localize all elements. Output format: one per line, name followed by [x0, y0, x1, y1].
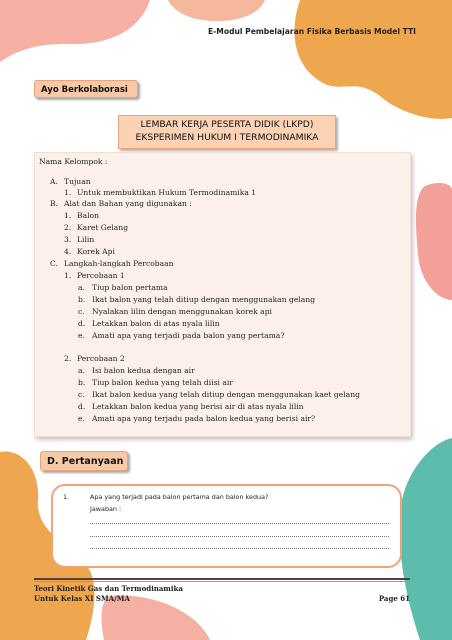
worksheet-card [34, 152, 411, 437]
step-letter: c. [78, 390, 85, 399]
answer-line-3[interactable] [90, 548, 389, 549]
list-number: 2. [64, 354, 72, 363]
answer-label: Jawaban : [90, 505, 122, 513]
step-letter: e. [78, 414, 85, 423]
module-header-title: E-Modul Pembelajaran Fisika Berbasis Model TTI [207, 27, 416, 36]
list-number: 1. [64, 211, 72, 220]
section-b-letter: B. [50, 199, 58, 208]
worksheet-title-line2: EKSPERIMEN HUKUM I TERMODINAMIKA [135, 131, 319, 143]
material-item: Lilin [77, 235, 95, 244]
section-label-collaboration: Ayo Berkolaborasi [34, 80, 138, 98]
section-c-letter: C. [50, 259, 58, 268]
experiment-1-step: Tiup balon pertama [92, 283, 168, 292]
list-number: 3. [64, 235, 72, 244]
section-label-questions: D. Pertanyaan [40, 451, 128, 471]
experiment-2-step: Ikat balon kedua yang telah ditiup dengan menggunakan kaet gelang [92, 390, 360, 399]
footer-course-title: Teori Kinetik Gas dan Termodinamika [34, 584, 183, 593]
experiment-1-step: Amati apa yang terjadi pada balon yang pertama? [92, 331, 285, 340]
question-box [51, 484, 402, 568]
step-letter: a. [78, 283, 85, 292]
step-letter: e. [78, 331, 85, 340]
step-letter: a. [78, 366, 85, 375]
experiment-2-title: Percobaan 2 [77, 354, 125, 363]
experiment-1-title: Percobaan 1 [77, 271, 125, 280]
experiment-2-step: Isi balon kedua dengan air [92, 366, 195, 375]
question-text: Apa yang terjadi pada balon pertama dan balon kedua? [90, 493, 269, 501]
experiment-2-step: Letakkan balon kedua yang berisi air di atas nyala lilin [92, 402, 304, 411]
material-item: Korek Api [77, 247, 115, 256]
teal-blob-right [399, 438, 452, 640]
list-number: 1. [64, 271, 72, 280]
list-number: 1. [64, 188, 72, 197]
material-item: Balon [77, 211, 99, 220]
section-c-title: Langkah-langkah Percobaan [64, 259, 174, 268]
step-letter: b. [78, 378, 86, 387]
worksheet-title-line1: LEMBAR KERJA PESERTA DIDIK (LKPD) [140, 119, 314, 130]
question-number: 1. [63, 493, 70, 501]
footer-divider [34, 578, 410, 580]
list-number: 4. [64, 247, 72, 256]
step-letter: d. [78, 319, 86, 328]
pink-blob-top-left [0, 0, 150, 62]
orange-blob-top-right [294, 0, 452, 119]
footer-divider-accent [34, 581, 410, 582]
step-letter: d. [78, 402, 86, 411]
pink-blob-right [416, 183, 452, 300]
experiment-1-step: Letakkan balon di atas nyala lilin [92, 319, 220, 328]
experiment-2-step: Amati apa yang terjadu pada balon kedua yang berisi air? [92, 414, 316, 423]
peach-blob-top [168, 0, 265, 21]
worksheet-title-box [118, 115, 336, 149]
list-number: 2. [64, 223, 72, 232]
step-letter: b. [78, 295, 86, 304]
experiment-1-step: Ikat balon yang telah ditiup dengan menggunakan gelang [92, 295, 316, 304]
experiment-1-step: Nyalakan lilin dengan menggunakan korek api [92, 307, 272, 316]
purpose-item: Untuk membuktikan Hukum Termodinamika 1 [77, 188, 257, 197]
section-a-letter: A. [50, 177, 58, 186]
section-a-title: Tujuan [64, 177, 91, 186]
footer-class-level: Untuk Kelas XI SMA/MA [34, 594, 130, 603]
material-item: Karet Gelang [77, 223, 129, 232]
answer-line-1[interactable] [90, 523, 389, 524]
group-name-label: Nama Kelompok : [39, 157, 108, 166]
experiment-2-step: Tiup balon kedua yang telah diisi air [92, 378, 233, 387]
answer-line-2[interactable] [90, 536, 389, 537]
step-letter: c. [78, 307, 85, 316]
page-number: Page 61 [378, 594, 410, 603]
section-b-title: Alat dan Bahan yang digunakan : [64, 199, 192, 208]
